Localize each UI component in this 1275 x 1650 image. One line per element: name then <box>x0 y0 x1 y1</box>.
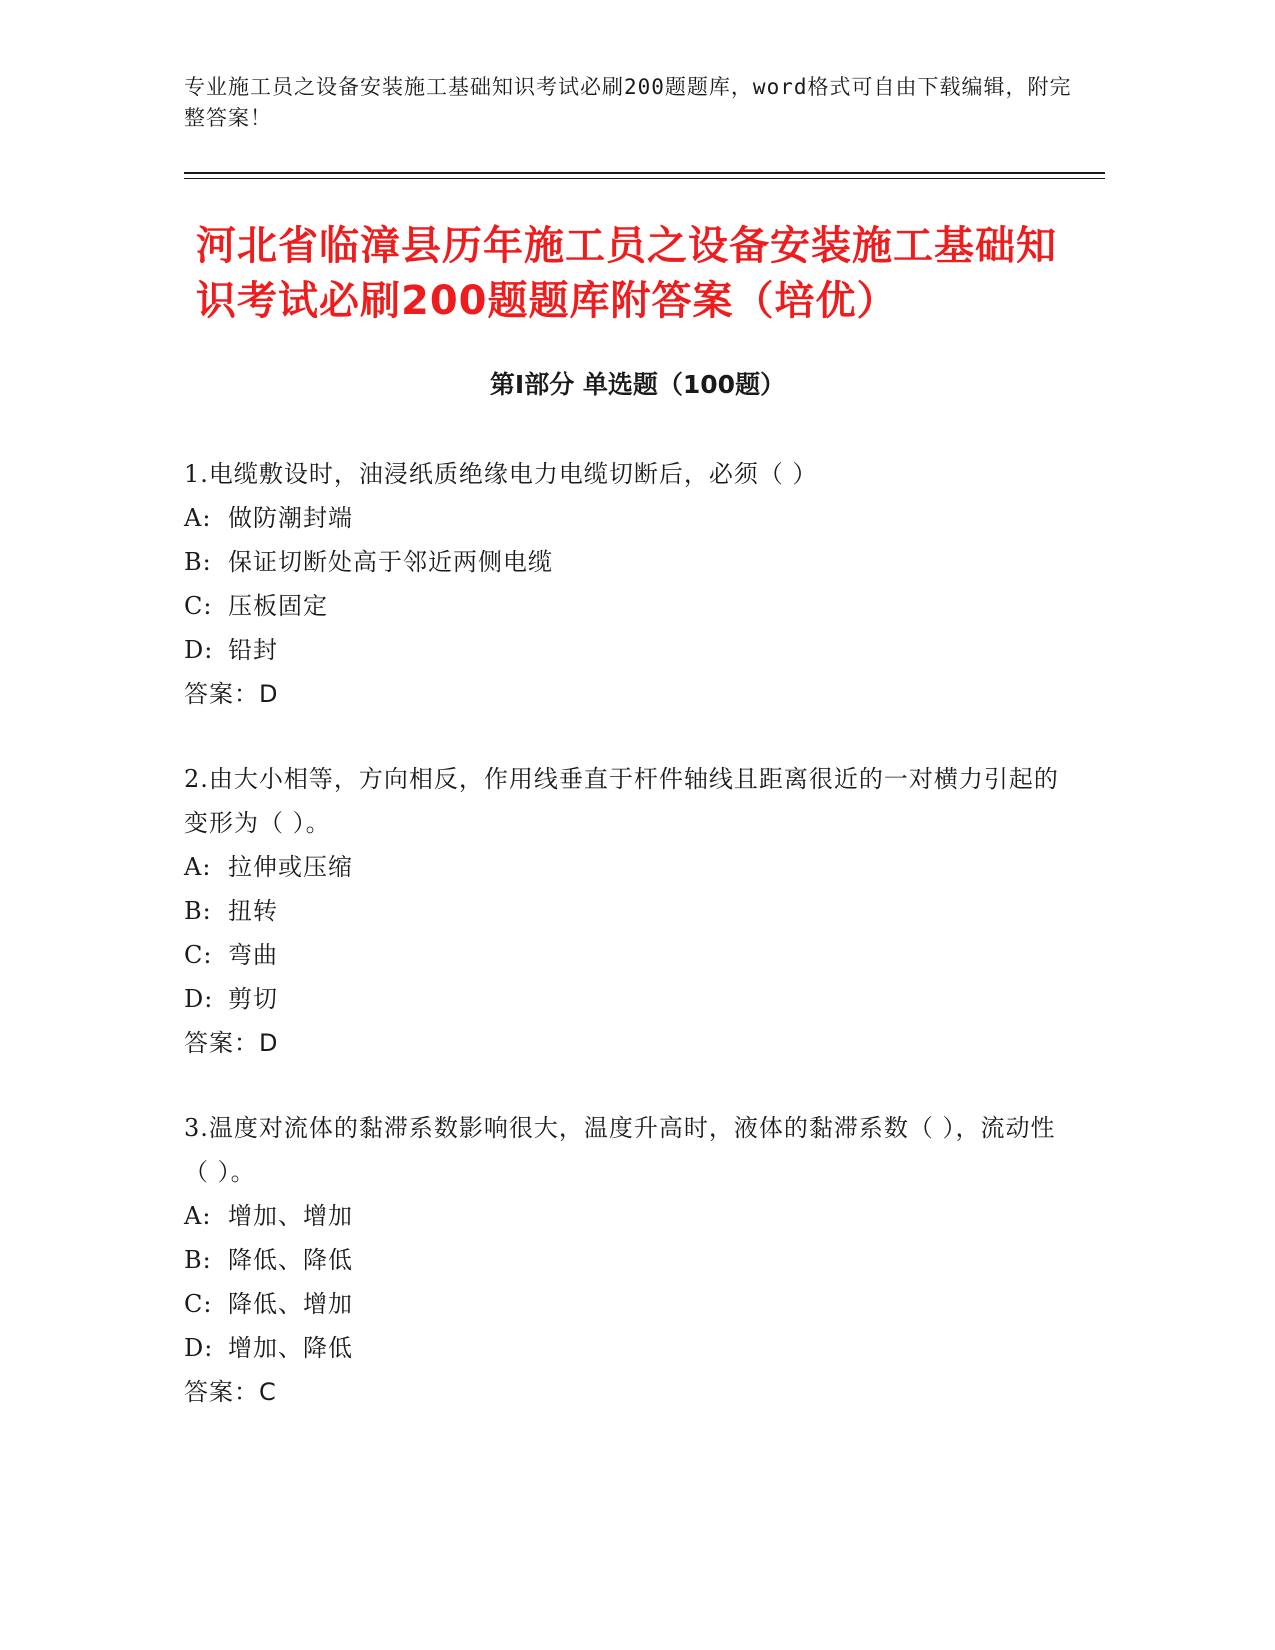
answer-line: 答案：D <box>184 680 279 708</box>
option-c <box>184 584 1064 628</box>
option-text: 弯曲 <box>228 941 278 969</box>
option-key: A: <box>184 504 212 532</box>
option-d <box>184 1326 1064 1370</box>
question-3 <box>184 1106 1064 1414</box>
option-text: 剪切 <box>228 985 278 1013</box>
option-key: C: <box>184 941 213 969</box>
option-key: D: <box>184 1334 214 1362</box>
option-key: A: <box>184 1202 212 1230</box>
option-text: 保证切断处高于邻近两侧电缆 <box>228 548 553 576</box>
option-a <box>184 496 1064 540</box>
option-b <box>184 889 1064 933</box>
option-c <box>184 1282 1064 1326</box>
option-text: 铅封 <box>228 636 278 664</box>
option-text: 做防潮封端 <box>228 504 353 532</box>
option-key: D: <box>184 985 214 1013</box>
option-key: C: <box>184 592 213 620</box>
option-text: 增加、增加 <box>228 1202 353 1230</box>
option-b <box>184 540 1064 584</box>
question-stem: 3.温度对流体的黏滞系数影响很大，温度升高时，液体的黏滞系数（ ），流动性（ ）。 <box>184 1114 1056 1186</box>
answer-line: 答案：D <box>184 1029 279 1057</box>
option-text: 降低、降低 <box>228 1246 353 1274</box>
option-key: B: <box>184 1246 212 1274</box>
option-text: 扭转 <box>228 897 278 925</box>
page-header: 专业施工员之设备安装施工基础知识考试必刷200题题库，word格式可自由下载编辑，附完整答案！ <box>184 75 1072 130</box>
option-key: D: <box>184 636 214 664</box>
option-key: C: <box>184 1290 213 1318</box>
section-heading: 第Ⅰ部分 单选题（100题） <box>489 370 786 399</box>
option-c <box>184 933 1064 977</box>
option-text: 压板固定 <box>228 592 328 620</box>
option-d <box>184 977 1064 1021</box>
option-text: 拉伸或压缩 <box>228 853 353 881</box>
answer-line: 答案：C <box>184 1378 277 1406</box>
option-key: B: <box>184 548 212 576</box>
option-a <box>184 1194 1064 1238</box>
option-a <box>184 845 1064 889</box>
question-2 <box>184 757 1064 1065</box>
header-divider <box>184 172 1105 174</box>
question-1 <box>184 452 1064 716</box>
option-text: 降低、增加 <box>228 1290 353 1318</box>
option-d <box>184 628 1064 672</box>
question-stem: 2.由大小相等，方向相反，作用线垂直于杆件轴线且距离很近的一对横力引起的变形为（ ）。 <box>184 765 1059 837</box>
option-text: 增加、降低 <box>228 1334 353 1362</box>
header-divider-thin <box>184 178 1105 179</box>
option-key: B: <box>184 897 212 925</box>
question-stem: 1.电缆敷设时，油浸纸质绝缘电力电缆切断后，必须（ ） <box>184 460 818 488</box>
document-title: 河北省临漳县历年施工员之设备安装施工基础知识考试必刷200题题库附答案（培优） <box>196 223 1057 324</box>
option-key: A: <box>184 853 212 881</box>
option-b <box>184 1238 1064 1282</box>
